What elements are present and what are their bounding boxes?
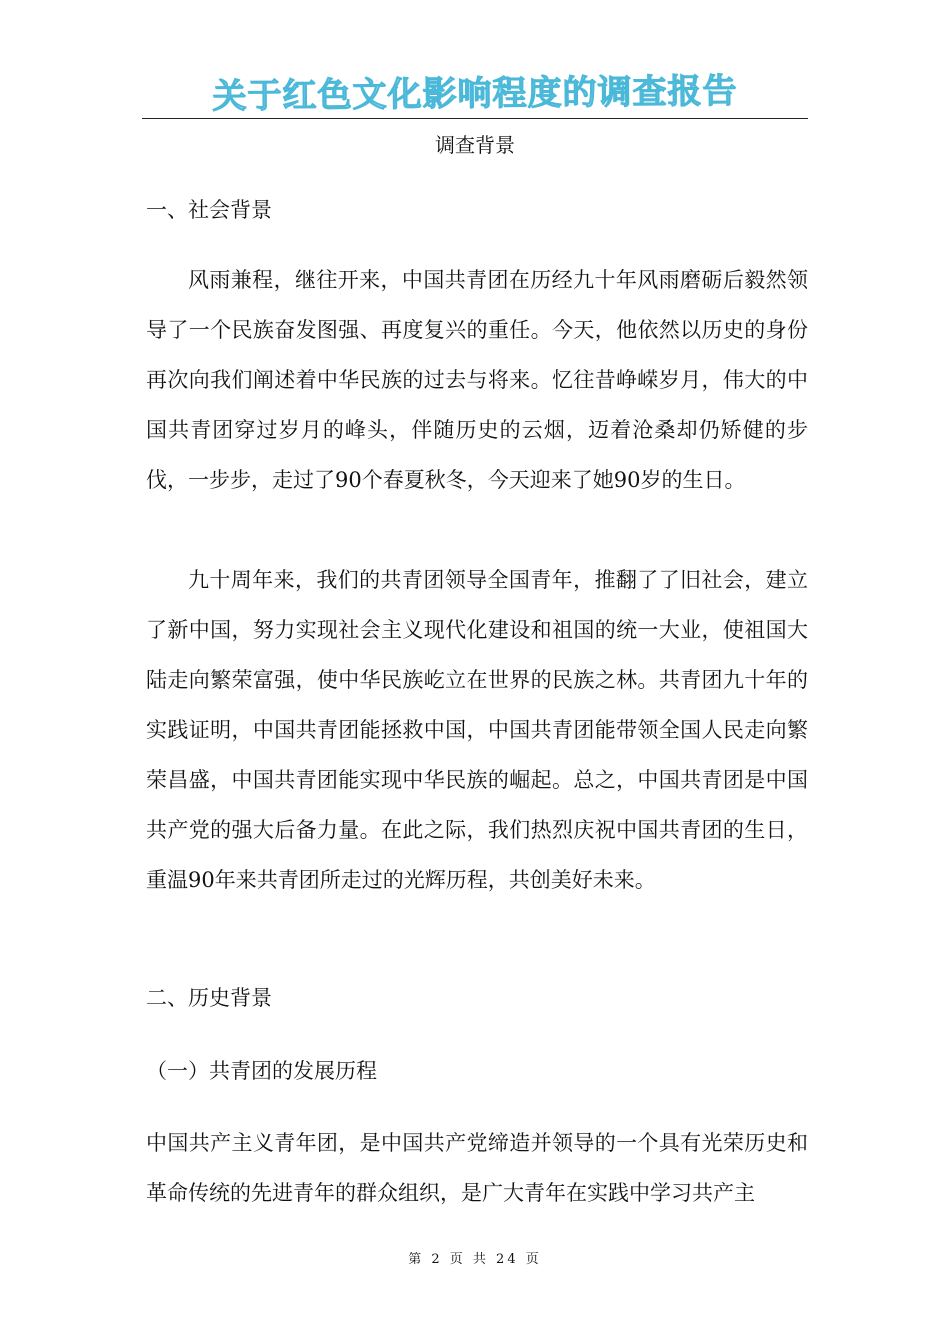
page-number-footer: 第 2 页 共 24 页 [408,1252,542,1267]
section-heading: 调查背景 [435,133,515,157]
history-subheading: （一）共青团的发展历程 [146,1059,377,1083]
social-background-heading: 一、社会背景 [146,198,272,222]
social-paragraph-2: 九十周年来，我们的共青团领导全国青年，推翻了了旧社会，建立了新中国，努力实现社会主义现代化建设和祖国的统一大业，使祖国大陆走向繁荣富强，使中华民族屹立在世界的民族之林。共青团九十年的实践证明，中国共青团能拯救中国，中国共青团能带领全国人民走向繁荣昌盛，中国共青团能实现中华民族的崛起。总之，中国共青团是中国共产党的强大后备力量。在此之际，我们热烈庆祝中国共青团的生日，重温90年来共青团所走过的光辉历程，共创美好未来。 [146,568,808,892]
title-divider [142,118,808,119]
document-title: 关于红色文化影响程度的调查报告 [212,71,738,117]
social-paragraph-1: 风雨兼程，继往开来，中国共青团在历经九十年风雨磨砺后毅然领导了一个民族奋发图强、再度复兴的重任。今天，他依然以历史的身份再次向我们阐述着中华民族的过去与将来。忆往昔峥嵘岁月，伟大的中国共青团穿过岁月的峰头，伴随历史的云烟，迈着沧桑却仍矫健的步伐，一步步，走过了90个春夏秋冬，今天迎来了她90岁的生日。 [146,268,808,492]
history-background-heading: 二、历史背景 [146,986,272,1010]
history-paragraph: 中国共产主义青年团，是中国共产党缔造并领导的一个具有光荣历史和革命传统的先进青年的群众组织，是广大青年在实践中学习共产主 [146,1131,808,1205]
